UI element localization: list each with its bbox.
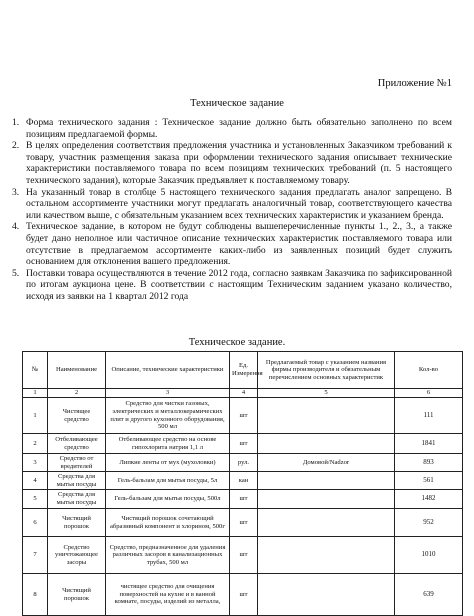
product-description: Гель-бальзам для мытья посуды, 5л <box>106 472 230 490</box>
product-description: Липкие ленты от мух (мухоловки) <box>106 454 230 472</box>
unit: шт <box>230 398 258 434</box>
product-description: Гель-бальзам для мытья посуды, 500л <box>106 490 230 509</box>
item-number: 2. <box>12 140 20 152</box>
column-number: 2 <box>48 389 106 398</box>
item-text: На указанный товар в столбце 5 настоящего технического задания предлагать аналог запрещено. В остальном ассортименте участники могут предлагать аналогичный товар, соответствующего качества или качеством выше, с обязательным указанием всех технических характеристик и указанием бренда. <box>26 186 452 221</box>
item-text: Поставки товара осуществляются в течение 2012 года, согласно заявкам Заказчика по зафиксированной по итогам аукциона цене. В соответствии с настоящим Техническим заданием указано количество, исходя из заявки на 1 квартал 2012 года <box>26 267 452 302</box>
quantity: 893 <box>395 454 463 472</box>
list-item <box>12 268 452 303</box>
product-name: Отбеливающее средство <box>48 434 106 454</box>
item-text: Форма технического задания : Техническое задание должно быть обязательно заполнено по всем позициям предлагаемой формы. <box>26 117 452 140</box>
offered-product: Домовой/Nadzor <box>258 454 395 472</box>
quantity: 561 <box>395 472 463 490</box>
item-number: 4. <box>12 221 20 233</box>
unit: шт <box>230 434 258 454</box>
column-number: 4 <box>230 389 258 398</box>
header-cell-description: Описание, технические характеристики <box>106 352 230 389</box>
header-cell-name: Наименование <box>48 352 106 389</box>
table-header-row <box>23 352 463 389</box>
quantity: 111 <box>395 398 463 434</box>
product-description: чистящее средство для очищения поверхностей на кухне и в ванной комнате, посуды, изделий из металла, <box>106 574 230 616</box>
product-name: Чистящий порошок <box>48 509 106 537</box>
product-name: Средство от вредителей <box>48 454 106 472</box>
header-cell-quantity: Кол-во <box>395 352 463 389</box>
offered-product <box>258 472 395 490</box>
document-title: Техническое задание <box>190 98 284 109</box>
row-number: 8 <box>23 574 48 616</box>
quantity: 1482 <box>395 490 463 509</box>
appendix-label: Приложение №1 <box>377 78 452 89</box>
header-cell-number: № <box>23 352 48 389</box>
unit: шт <box>230 509 258 537</box>
unit: шт <box>230 537 258 574</box>
unit: рул. <box>230 454 258 472</box>
column-number-row <box>23 389 463 398</box>
header-cell-unit: Ед. Измерения <box>230 352 258 389</box>
offered-product <box>258 574 395 616</box>
offered-product <box>258 490 395 509</box>
column-number: 3 <box>106 389 230 398</box>
quantity: 1010 <box>395 537 463 574</box>
row-number: 7 <box>23 537 48 574</box>
product-description: Отбеливающее средство на основе гипохлорита натрия 1,1 л <box>106 434 230 454</box>
list-item <box>12 221 452 267</box>
product-description: Средство для чистки газовых, электрических и металлокерамических плит и другого кухонного оборудования, 500 мл <box>106 398 230 434</box>
offered-product <box>258 398 395 434</box>
table-row <box>23 537 463 574</box>
table-row <box>23 434 463 454</box>
quantity: 639 <box>395 574 463 616</box>
unit: шт <box>230 490 258 509</box>
column-number: 1 <box>23 389 48 398</box>
offered-product <box>258 509 395 537</box>
table-row <box>23 490 463 509</box>
list-item <box>12 117 452 140</box>
item-number: 3. <box>12 186 20 198</box>
row-number: 2 <box>23 434 48 454</box>
row-number: 5 <box>23 490 48 509</box>
unit: кан <box>230 472 258 490</box>
unit: шт <box>230 574 258 616</box>
offered-product <box>258 537 395 574</box>
row-number: 4 <box>23 472 48 490</box>
item-number: 1. <box>12 117 20 128</box>
row-number: 3 <box>23 454 48 472</box>
product-name: Чистящее средство <box>48 398 106 434</box>
table-row <box>23 574 463 616</box>
table-row <box>23 472 463 490</box>
table-row <box>23 398 463 434</box>
list-item <box>12 187 452 222</box>
offered-product <box>258 434 395 454</box>
product-name: Средства для мытья посуды <box>48 490 106 509</box>
header-cell-offer: Предлагаемый товар с указанием названия фирмы производителя и обязательным перечислением основных характеристик <box>258 352 395 389</box>
quantity: 952 <box>395 509 463 537</box>
row-number: 1 <box>23 398 48 434</box>
list-item <box>12 140 452 186</box>
item-text: В целях определения соответствия предложения участника и установленных Заказчиком требований к товару, участник размещения заказа при оформлении технического задания описывает технические характеристики поставляемого товара по всем позициям технических требований (п. 5 настоящего технического задания), которые Заказчик предъявляет к поставляемому товару. <box>26 140 452 186</box>
item-text: Техническое задание, в котором не будут соблюдены вышеперечисленные пункты 1., 2., 3., а также будет дано неполное или частичное описание технических характеристик поставляемого товара или отсутствие в предлагаемом ассортименте каких-либо из заявленных позиций будет служить основанием для отклонения вашего предложения. <box>26 221 452 268</box>
product-name: Чистящий порошок <box>48 574 106 616</box>
column-number: 6 <box>395 389 463 398</box>
product-description: Чистящий порошок сочетающий абразивный компонент и хлорином, 500г <box>106 509 230 537</box>
item-number: 5. <box>12 267 20 279</box>
row-number: 6 <box>23 509 48 537</box>
table-row <box>23 509 463 537</box>
product-description: Средство, предназначенное для удаления различных засоров в канализационных трубах, 500 мл <box>106 537 230 574</box>
quantity: 1841 <box>395 434 463 454</box>
product-name: Средства для мытья посуды <box>48 472 106 490</box>
table-row <box>23 454 463 472</box>
spec-table <box>22 351 463 616</box>
requirements-list <box>12 117 452 303</box>
table-title: Техническое задание. <box>188 337 286 348</box>
column-number: 5 <box>258 389 395 398</box>
product-name: Средство уничтожающее засоры <box>48 537 106 574</box>
